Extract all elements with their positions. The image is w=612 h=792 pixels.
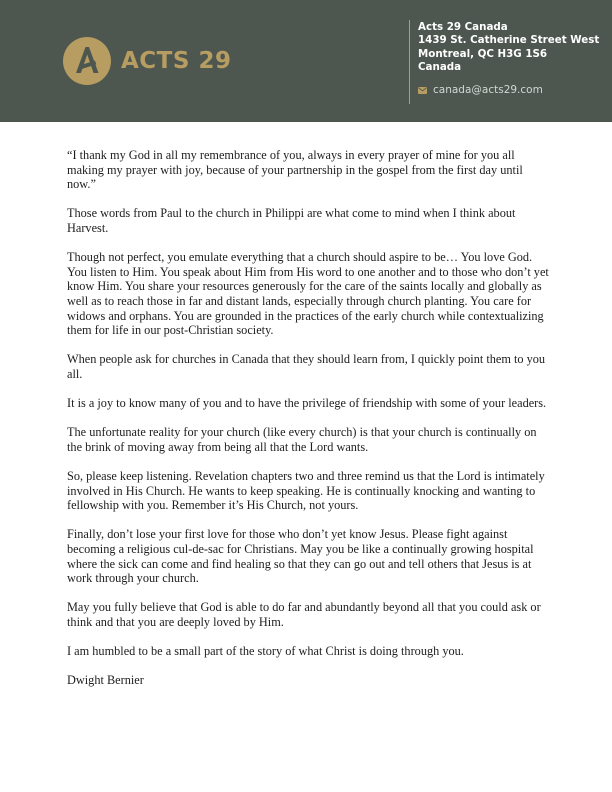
letter-paragraph: So, please keep listening. Revelation chapters two and three remind us that the Lord is intimately involved in His Church. He wants to keep speaking. He is continually knocking and wanting to fellowship with you. Remember it’s His Church, not yours. [67,469,545,513]
email-contact[interactable] [418,84,543,96]
letter-paragraph: May you fully believe that God is able to do far and abundantly beyond all that you could ask or think and that you are deeply loved by Him. [67,600,541,629]
address-line-country: Canada [418,61,462,74]
header-divider [409,20,410,104]
letter-paragraph-closing: I am humbled to be a small part of the story of what Christ is doing through you. [67,644,464,659]
acts29-logo-icon [62,36,112,86]
logo-wordmark: ACTS 29 [121,47,232,74]
logo [62,36,231,86]
mail-icon [418,87,427,94]
letter-paragraph-scripture-quote: “I thank my God in all my remembrance of you, always in every prayer of mine for you all making my prayer with joy, because of your partnership in the gospel from the first day until now.” [67,148,523,192]
letter-paragraph: It is a joy to know many of you and to have the privilege of friendship with some of your leaders. [67,396,547,411]
address-line-city: Montreal, QC H3G 1S6 [418,47,548,60]
letter-paragraph: Those words from Paul to the church in Philippi are what come to mind when I think about Harvest. [67,206,516,235]
address-line-street: 1439 St. Catherine Street West [418,34,600,47]
letter-body [67,148,549,703]
address-line-organization: Acts 29 Canada [418,21,508,33]
letter-paragraph: Finally, don’t lose your first love for those who don’t yet know Jesus. Please fight against becoming a religious cul-de-sac for Christians. May you be like a continually growing hospital where the sick can come and find healing so that they can go out and tell others that Jesus is at work through your church. [67,527,534,586]
letterhead-banner [0,0,612,122]
email-address[interactable]: canada@acts29.com [433,84,543,96]
letter-paragraph: When people ask for churches in Canada that they should learn from, I quickly point them to you all. [67,352,546,381]
address-block [418,21,599,75]
letter-paragraph: The unfortunate reality for your church (like every church) is that your church is continually on the brink of moving away from being all that the Lord wants. [67,425,537,454]
signature: Dwight Bernier [67,673,144,688]
letter-paragraph: Though not perfect, you emulate everything that a church should aspire to be… You love God. You listen to Him. You speak about Him from His word to one another and to those who don’t yet know Him. You share your resources generously for the care of the saints locally and globally as well as to reach those in far and distant lands, especially through church planting. You care for widows and orphans. You are grounded in the practices of the early church while contextualizing them for life in our post-Christian society. [67,250,549,338]
